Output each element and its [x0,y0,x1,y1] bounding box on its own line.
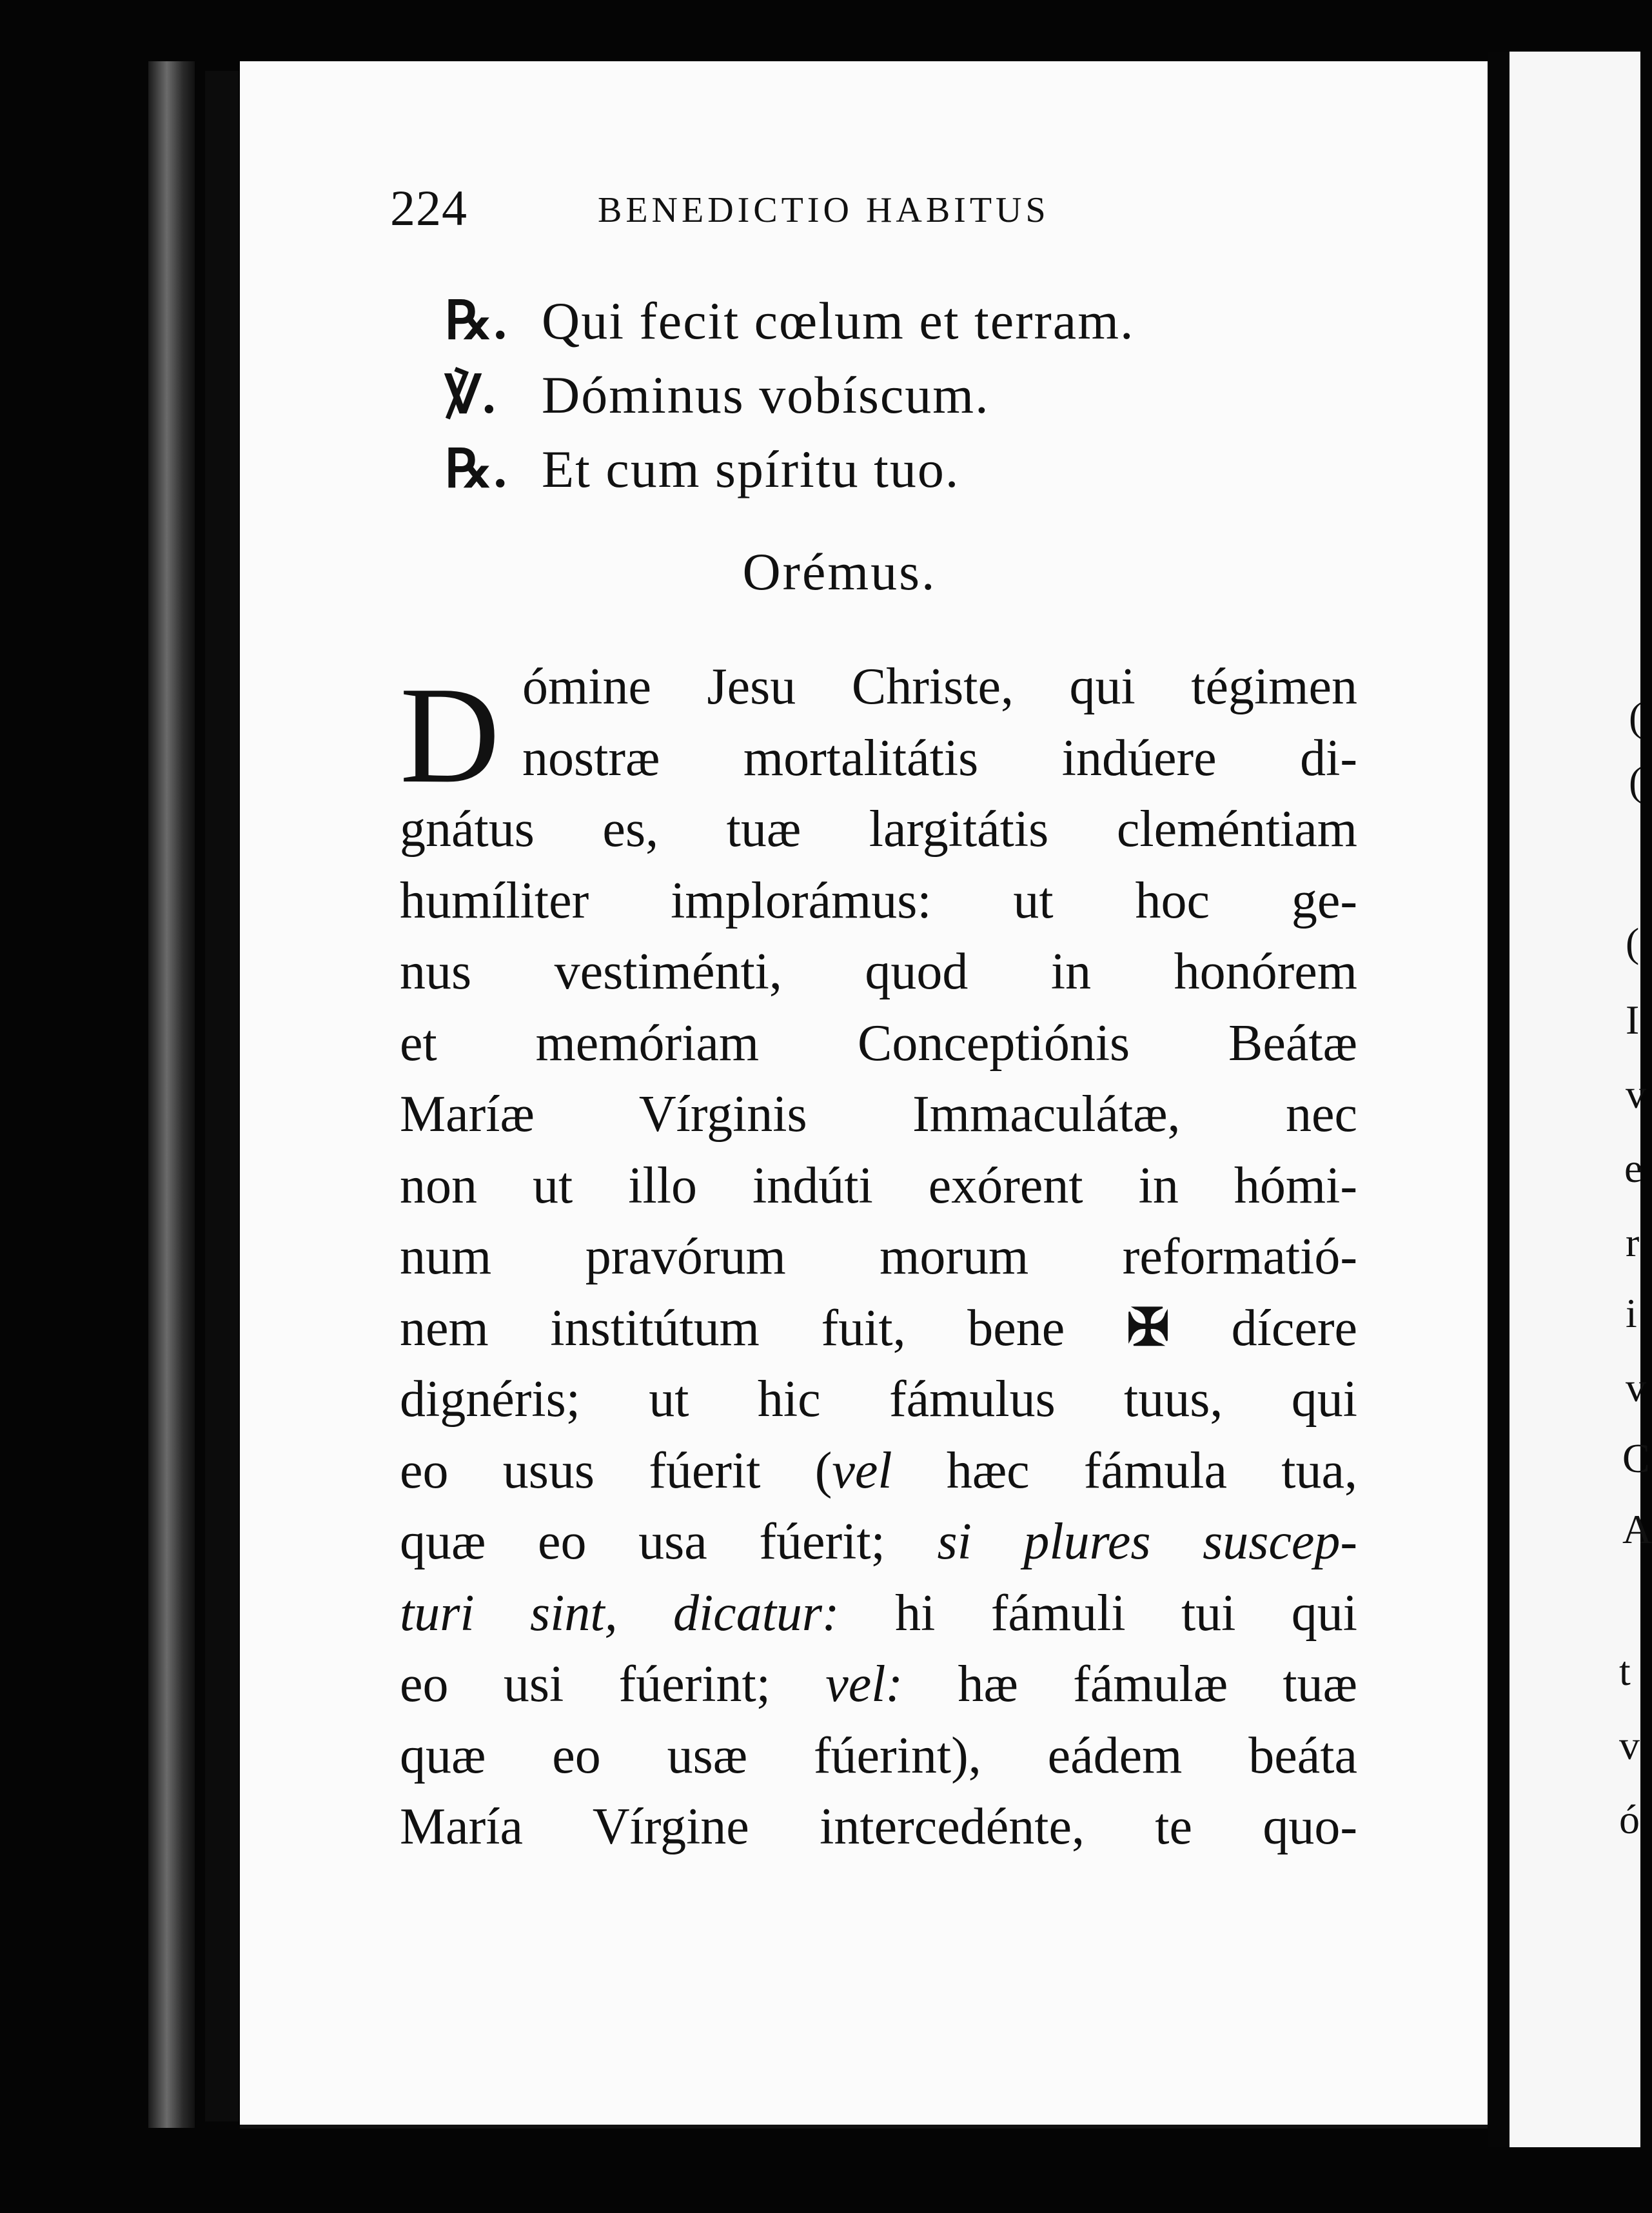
next-page-char: v [1619,1722,1640,1768]
versicles [445,290,1348,513]
next-page-char: t [1619,1648,1631,1694]
prayer-segment: hi fámuli tui qui [839,1584,1358,1642]
prayer-line: non ut illo indúti exórent in hómi- [400,1157,1357,1214]
versicle-text: Et cum spíritu tuo. [542,440,960,498]
prayer-line: quæ eo usæ fúerint), eádem beáta [400,1727,1357,1784]
next-page-char: ó [1619,1796,1640,1842]
prayer-line: et memóriam Conceptiónis Beátæ [400,1014,1357,1072]
prayer-segment: hæc fámula tua, [892,1442,1357,1499]
next-page-char: C [1622,1435,1650,1481]
prayer-line [400,1649,1357,1720]
prayer-line: nus vestiménti, quod in honórem [400,943,1357,1000]
prayer-segment: nem institútum fuit, bene [400,1299,1065,1357]
rubric-italic: turi sint, dicatur: [400,1584,840,1642]
prayer-line: num pravórum morum reformatió- [400,1228,1357,1285]
prayer-line: Maríæ Vírginis Immaculátæ, nec [400,1086,1357,1143]
next-page-char: I [1626,997,1640,1043]
prayer-line: nostræ mortalitátis indúere di- [522,729,1357,787]
next-page-char: v [1626,1364,1646,1410]
rubric-italic: vel: [825,1656,903,1713]
rubric-italic: si plures suscep- [937,1513,1357,1570]
prayer-segment: quæ eo usa fúerit; [400,1513,885,1570]
prayer-body [400,651,1357,1863]
prayer-line: dignéris; ut hic fámulus tuus, qui [400,1371,1357,1428]
next-page-edge [1509,52,1652,2147]
prayer-segment: dícere [1231,1299,1358,1357]
book-spine-left [148,61,195,2128]
response-symbol: ℞. [445,291,509,350]
next-page-char: A [1622,1506,1652,1552]
drop-cap: D [400,658,500,812]
page-gutter [1488,52,1509,2147]
prayer-line [400,1506,1357,1578]
versicle-symbol: ℣. [445,366,497,424]
prayer-segment: hæ fámulæ tuæ [903,1656,1358,1713]
next-page-char: ( [1629,758,1643,804]
next-page-char: ( [1626,920,1640,965]
prayer-line: María Vírgine intercedénte, te quo- [400,1798,1357,1855]
prayer-line [400,1435,1357,1507]
running-head [390,179,1164,237]
running-title: BENEDICTIO HABITUS [598,190,1050,230]
oremus-heading: Orémus. [742,542,937,601]
prayer-segment: eo usus fúerit ( [400,1442,832,1499]
versicle-line [445,290,1348,364]
response-symbol: ℞. [445,440,509,498]
prayer-line: ómine Jesu Christe, qui tégimen [522,658,1357,715]
page-number: 224 [390,180,467,236]
versicle-line [445,438,1348,513]
next-page-char: e [1624,1145,1643,1191]
versicle-line [445,364,1348,438]
prayer-line: humíliter implorámus: ut hoc ge- [400,872,1357,929]
book-spine-shadow [205,71,239,2121]
versicle-text: Dóminus vobíscum. [542,366,990,424]
prayer-line [400,1293,1357,1364]
versicle-text: Qui fecit cœlum et terram. [542,291,1135,350]
prayer-line: gnátus es, tuæ largitátis cleméntiam [400,801,1357,858]
next-page-char: v [1626,1071,1646,1117]
next-page-char: r [1626,1219,1640,1265]
prayer-line [400,1578,1357,1649]
next-page-char: ( [1629,694,1643,740]
cross-icon: ✠ [1126,1299,1170,1357]
prayer-segment: eo usi fúerint; [400,1656,771,1713]
rubric-italic: vel [832,1442,892,1499]
next-page-char: i [1626,1290,1637,1336]
